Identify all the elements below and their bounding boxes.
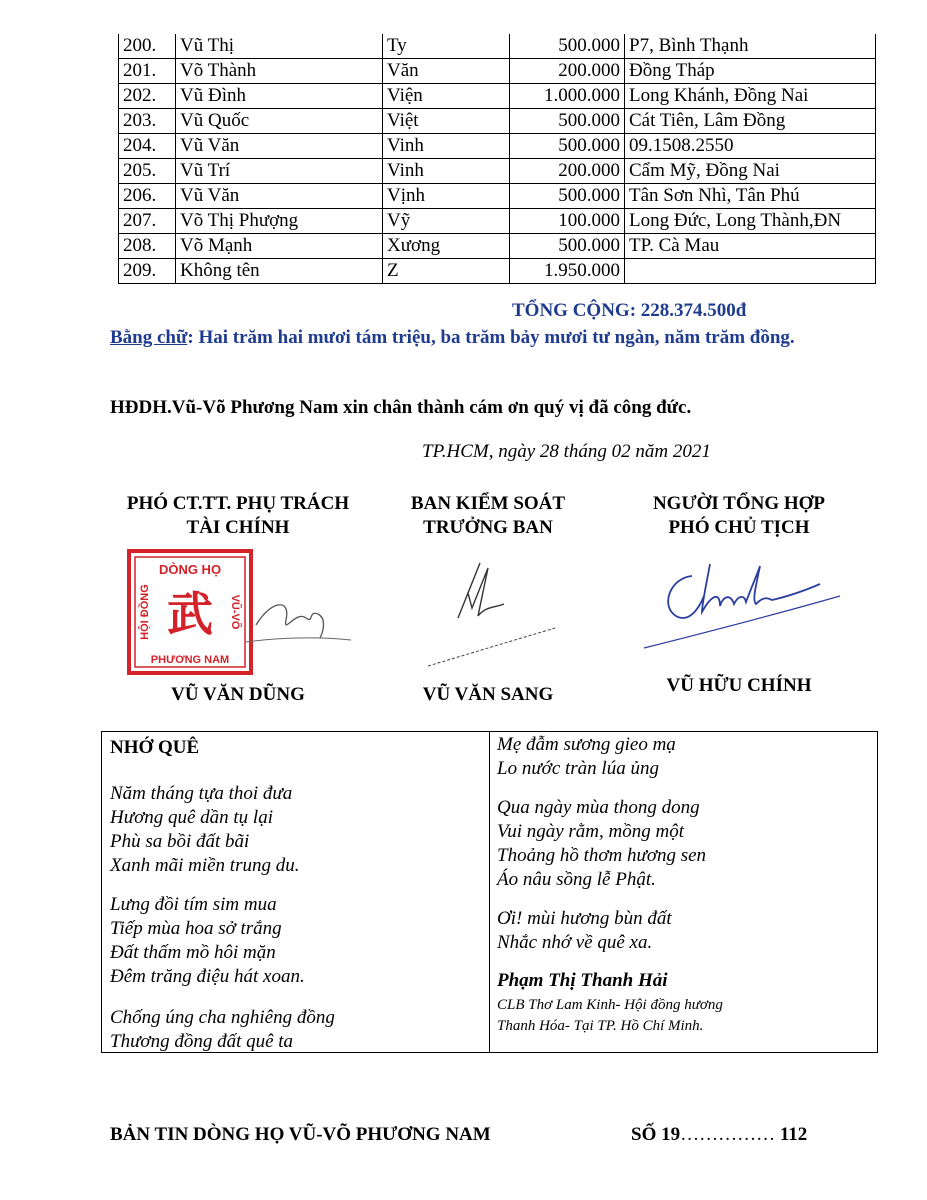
seal-bottom-text: PHƯƠNG NAM — [150, 654, 230, 666]
donor-amount: 500.000 — [510, 109, 625, 134]
donor-number: 200. — [119, 34, 176, 59]
donor-table — [118, 34, 876, 284]
donor-surname: Không tên — [176, 259, 383, 284]
poem-author: Phạm Thị Thanh Hải — [497, 970, 668, 991]
seal-left-text: HỘI ĐỒNG — [139, 584, 151, 640]
date-line: TP.HCM, ngày 28 tháng 02 năm 2021 — [422, 441, 711, 462]
poem-title: NHỚ QUÊ — [110, 737, 200, 758]
poem-line: Áo nâu sồng lễ Phật. — [497, 869, 656, 890]
donor-surname: Vũ Quốc — [176, 109, 383, 134]
seal-right-text: VŨ-VÕ — [229, 594, 241, 630]
donor-given-name: Vinh — [383, 159, 510, 184]
donor-address: 09.1508.2550 — [625, 134, 876, 159]
donor-address: Đồng Tháp — [625, 59, 876, 84]
donor-amount: 500.000 — [510, 184, 625, 209]
in-words-label: Bằng chữ — [110, 327, 188, 348]
table-row — [119, 259, 876, 284]
donor-surname: Võ Thành — [176, 59, 383, 84]
donor-address: TP. Cà Mau — [625, 234, 876, 259]
seal-top-text: DÒNG HỌ — [158, 562, 222, 577]
donor-amount: 500.000 — [510, 234, 625, 259]
donor-amount: 500.000 — [510, 134, 625, 159]
donor-given-name: Viện — [383, 84, 510, 109]
donor-number: 206. — [119, 184, 176, 209]
donor-address: Cẩm Mỹ, Đồng Nai — [625, 159, 876, 184]
donor-number: 208. — [119, 234, 176, 259]
donor-surname: Vũ Văn — [176, 134, 383, 159]
grand-total: TỔNG CỘNG: 228.374.500đ — [512, 300, 747, 321]
donor-amount: 100.000 — [510, 209, 625, 234]
donor-address: Cát Tiên, Lâm Đồng — [625, 109, 876, 134]
donor-number: 204. — [119, 134, 176, 159]
donor-address — [625, 259, 876, 284]
donor-surname: Vũ Văn — [176, 184, 383, 209]
amount-in-words — [110, 326, 840, 350]
donor-amount: 1.000.000 — [510, 84, 625, 109]
donor-amount: 1.950.000 — [510, 259, 625, 284]
donor-address: Long Khánh, Đồng Nai — [625, 84, 876, 109]
donor-address: Tân Sơn Nhì, Tân Phú — [625, 184, 876, 209]
donor-number: 201. — [119, 59, 176, 84]
poem-line: Lưng đồi tím sim mua — [110, 894, 277, 915]
footer-publication-title: BẢN TIN DÒNG HỌ VŨ-VÕ PHƯƠNG NAM — [110, 1124, 491, 1145]
signatory-compiler — [632, 492, 846, 540]
table-row — [119, 109, 876, 134]
poem-line: Đất thấm mồ hôi mặn — [110, 942, 276, 963]
poem-line: Xanh mãi miền trung du. — [110, 855, 300, 876]
donor-given-name: Z — [383, 259, 510, 284]
poem-line: Hương quê dần tụ lại — [110, 807, 273, 828]
donor-number: 209. — [119, 259, 176, 284]
poem-line: Đêm trăng điệu hát xoan. — [110, 966, 305, 987]
poem-line: Ơi! mùi hương bùn đất — [497, 908, 672, 929]
poem-line: Vui ngày rằm, mồng một — [497, 821, 684, 842]
signatory-name: VŨ VĂN DŨNG — [171, 684, 305, 705]
poem-stanza — [110, 782, 299, 878]
table-row — [119, 84, 876, 109]
poem-line: Nhắc nhớ về quê xa. — [497, 932, 653, 953]
family-seal-stamp — [126, 548, 254, 676]
donor-amount: 200.000 — [510, 159, 625, 184]
poem-stanza — [110, 1006, 335, 1054]
donor-surname: Vũ Trí — [176, 159, 383, 184]
affiliation-line: CLB Thơ Lam Kinh- Hội đồng hương — [497, 997, 723, 1013]
donor-given-name: Xương — [383, 234, 510, 259]
donor-amount: 500.000 — [510, 34, 625, 59]
signatory-control — [388, 492, 588, 540]
donor-number: 202. — [119, 84, 176, 109]
donor-given-name: Việt — [383, 109, 510, 134]
table-row — [119, 34, 876, 59]
donor-number: 203. — [119, 109, 176, 134]
donor-number: 207. — [119, 209, 176, 234]
poem-line: Lo nước tràn lúa ủng — [497, 758, 659, 779]
table-row — [119, 184, 876, 209]
seal-center-char: 武 — [167, 587, 213, 641]
in-words-text: : Hai trăm hai mươi tám triệu, ba trăm bảy mươi tư ngàn, năm trăm đồng. — [187, 327, 795, 348]
poem-column-divider — [489, 731, 490, 1053]
donor-amount: 200.000 — [510, 59, 625, 84]
signature-chinh-icon — [640, 556, 845, 656]
signatory-role: BAN KIỂM SOÁT — [410, 493, 566, 514]
donor-given-name: Vỹ — [383, 209, 510, 234]
donor-given-name: Vịnh — [383, 184, 510, 209]
signature-dung-icon — [236, 580, 356, 660]
poem-stanza — [110, 893, 305, 989]
footer-issue-page — [631, 1124, 807, 1146]
donor-surname: Vũ Thị — [176, 34, 383, 59]
signatory-role: TRƯỞNG BAN — [423, 517, 553, 538]
poem-stanza — [497, 796, 706, 892]
signatory-name: VŨ VĂN SANG — [422, 684, 554, 705]
table-row — [119, 159, 876, 184]
donor-address: P7, Bình Thạnh — [625, 34, 876, 59]
signature-sang-icon — [420, 548, 560, 673]
poem-line: Qua ngày mùa thong dong — [497, 797, 700, 818]
signatory-role: NGƯỜI TỔNG HỢP — [652, 493, 826, 514]
signatory-role: PHÓ CT.TT. PHỤ TRÁCH — [126, 493, 350, 514]
donor-given-name: Vinh — [383, 134, 510, 159]
affiliation-line: Thanh Hóa- Tại TP. Hồ Chí Minh. — [497, 1018, 704, 1034]
donor-number: 205. — [119, 159, 176, 184]
poem-affiliation — [497, 995, 723, 1037]
poem-stanza — [497, 733, 676, 781]
donor-surname: Võ Mạnh — [176, 234, 383, 259]
donor-given-name: Ty — [383, 34, 510, 59]
issue-number: SỐ 19 — [631, 1124, 681, 1145]
table-row — [119, 209, 876, 234]
donor-address: Long Đức, Long Thành,ĐN — [625, 209, 876, 234]
dot-leader: …………… — [680, 1124, 776, 1145]
poem-line: Chống úng cha nghiêng đồng — [110, 1007, 335, 1028]
poem-line: Thoảng hồ thơm hương sen — [497, 845, 707, 866]
donor-surname: Vũ Đình — [176, 84, 383, 109]
signatory-name: VŨ HỮU CHÍNH — [666, 675, 812, 696]
table-row — [119, 234, 876, 259]
signatory-role: PHÓ CHỦ TỊCH — [668, 517, 810, 538]
poem-line: Năm tháng tựa thoi đưa — [110, 783, 293, 804]
poem-stanza — [497, 907, 672, 955]
signatory-finance — [110, 492, 366, 540]
thanks-message: HĐDH.Vũ-Võ Phương Nam xin chân thành cám ơn quý vị đã công đức. — [110, 397, 692, 418]
signatory-role: TÀI CHÍNH — [186, 517, 290, 538]
donor-surname: Võ Thị Phượng — [176, 209, 383, 234]
page-number: 112 — [779, 1124, 808, 1145]
table-row — [119, 134, 876, 159]
poem-line: Thương đồng đất quê ta — [110, 1031, 294, 1052]
poem-line: Phù sa bồi đất bãi — [110, 831, 250, 852]
donor-given-name: Văn — [383, 59, 510, 84]
poem-line: Mẹ đẫm sương gieo mạ — [497, 734, 676, 755]
table-row — [119, 59, 876, 84]
poem-line: Tiếp mùa hoa sở trắng — [110, 918, 282, 939]
